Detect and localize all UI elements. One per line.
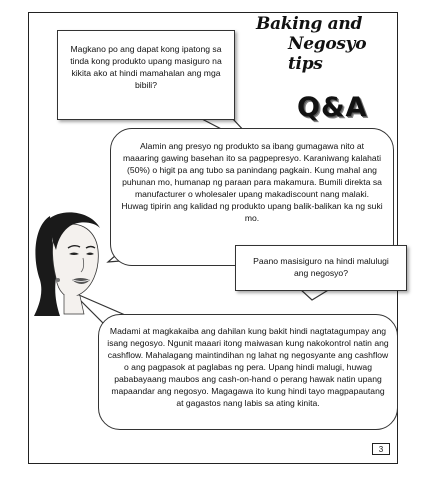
question-2-text: Paano masisiguro na hindi malulugi ang negosyo? — [253, 256, 389, 278]
header-title-line-2: Negosyo tips — [288, 34, 367, 74]
answer-2-text: Madami at magkakaiba ang dahilan kung bakit hindi nagtatagumpay ang isang negosyo. Ngunit maaari itong maiwasan kung nakokontrol natin ang cashflow. Mahalagang maintindihan ng lahat ng negosyante ang cashflow o ang pagpasok at paglabas ng pera. Upang hindi malugi, huwag pababayaang maubos ang cash-on-hand o perang hawak natin upang mapaandar ang negosyo. Magagawa ito kung hindi tayo magpapautang at gagastos nang labis sa ating kinita. — [107, 326, 389, 408]
answer-1-text: Alamin ang presyo ng produkto sa ibang gumagawa nito at maaaring gawing basehan ito sa pagpepresyo. Karaniwang kalahati (50%) o higit pa ang tubo sa panindang pagkain. Kung mahal ang puhunan mo, humanap ng paraan para makamura. Bumili direkta sa manufacturer o wholesaler upang makadiscount nang malaki. Huwag tipirin ang kalidad ng produkto upang balik-balikan ka ng suki mo. — [121, 141, 383, 223]
question-1-bubble — [57, 30, 235, 120]
question-1-text: Magkano po ang dapat kong ipatong sa tinda kong produkto upang masiguro na kikita ako at hindi mamahalan ang mga bibili? — [70, 44, 222, 90]
page-number: 3 — [372, 443, 390, 455]
woman-illustration — [30, 208, 120, 318]
answer-2-bubble — [98, 314, 398, 430]
qa-logo: Q&A — [297, 92, 368, 123]
header-title — [252, 14, 392, 74]
header-title-line-1: Baking and — [256, 14, 363, 34]
question-2-bubble — [235, 245, 407, 291]
